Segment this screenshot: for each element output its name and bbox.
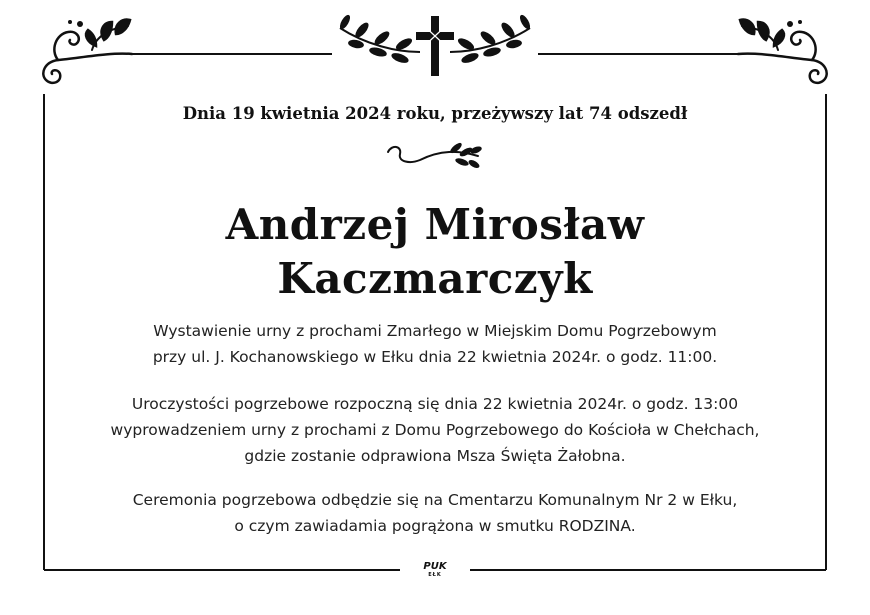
deceased-name-second-line: Kaczmarczyk [277,254,593,303]
cross-icon [416,16,454,76]
text-line: wyprowadzeniem urny z prochami z Domu Pogrzebowego do Kościoła w Chełchach, [110,421,760,439]
corner-scroll-icon [43,20,132,83]
announcement-headline: Dnia 19 kwietnia 2024 roku, przeżywszy lat 74 odszedł [182,104,688,123]
text-line: Wystawienie urny z prochami Zmarłego w Miejskim Domu Pogrzebowym [153,322,717,340]
burial-paragraph [0,487,870,539]
text-line: gdzie zostanie odprawiona Msza Święta Żałobna. [244,447,626,465]
text-line: Uroczystości pogrzebowe rozpoczną się dnia 22 kwietnia 2024r. o godz. 13:00 [131,395,739,413]
logo-main-text: PUK [423,561,447,572]
funeral-ceremony-paragraph [0,391,870,469]
urn-viewing-paragraph [0,318,870,370]
divider-flourish-icon [388,141,483,169]
corner-scroll-icon [738,20,827,83]
logo-sub-text: EŁK [428,572,442,578]
text-line: przy ul. J. Kochanowskiego w Ełku dnia 22 kwietnia 2024r. o godz. 11:00. [152,348,718,366]
text-line: Ceremonia pogrzebowa odbędzie się na Cmentarzu Komunalnym Nr 2 w Ełku, [132,491,738,509]
deceased-name-first-line: Andrzej Mirosław [225,200,645,249]
funeral-home-logo [412,562,458,578]
laurel-branch-icon [450,13,532,65]
laurel-branch-icon [338,13,420,65]
text-line: o czym zawiadamia pogrążona w smutku RODZINA. [234,517,636,535]
